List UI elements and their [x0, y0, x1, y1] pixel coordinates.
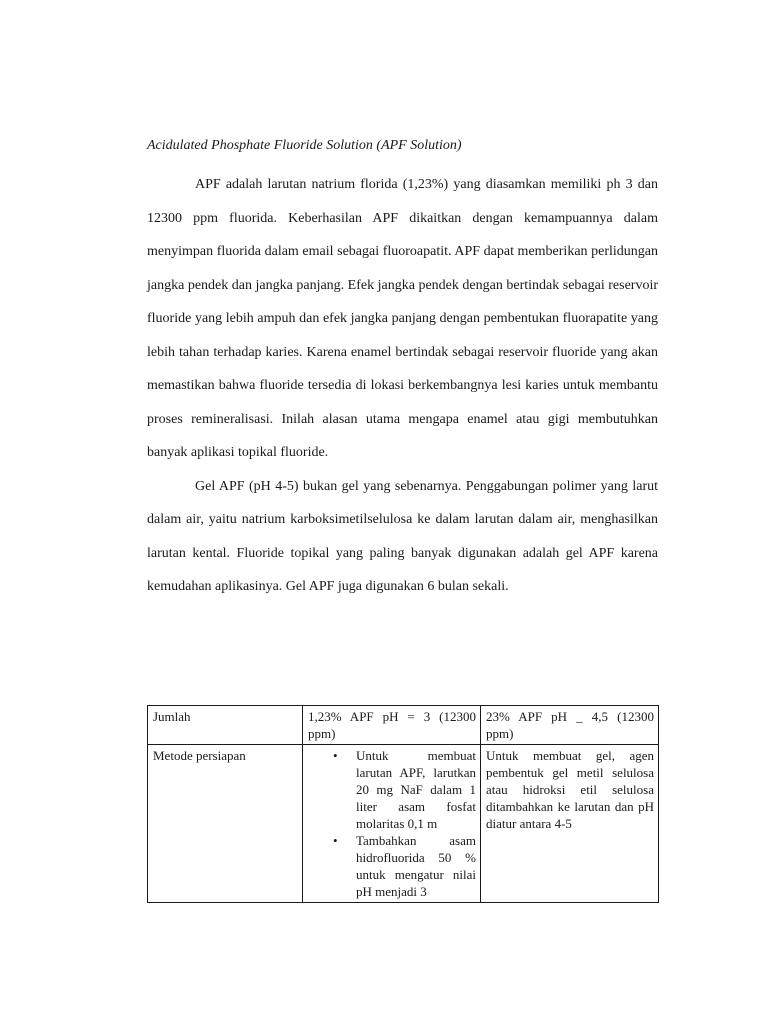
table-cell-metode-label: Metode persiapan — [148, 745, 303, 903]
comparison-table-wrapper — [147, 705, 658, 903]
paragraph-apf-description: APF adalah larutan natrium florida (1,23%) yang diasamkan memiliki ph 3 dan 12300 ppm fluorida. Keberhasilan APF dikaitkan dengan kemampuannya dalam menyimpan fluorida dalam email sebagai fluoroapatit. APF dapat memberikan perlidungan jangka pendek dan jangka panjang. Efek jangka pendek dengan bertindak sebagai reservoir fluoride yang lebih ampuh dan efek jangka panjang dengan pembentukan fluorapatite yang lebih tahan terhadap karies. Karena enamel bertindak sebagai reservoir fluoride yang akan memastikan bahwa fluoride tersedia di lokasi berkembangnya lesi karies untuk membantu proses remineralisasi. Inilah alasan utama mengapa enamel atau gigi membutuhkan banyak aplikasi topikal fluoride. — [147, 177, 658, 460]
table-cell-apf-ph3: 1,23% APF pH = 3 (12300 ppm) — [303, 706, 481, 745]
table-row — [148, 706, 659, 745]
table-cell-metode-solution — [303, 745, 481, 903]
table-cell-apf-ph45: 23% APF pH _ 4,5 (12300 ppm) — [481, 706, 659, 745]
table-cell-jumlah-label: Jumlah — [148, 706, 303, 745]
section-heading: Acidulated Phosphate Fluoride Solution (APF Solution) — [147, 138, 462, 153]
paragraph-apf-gel: Gel APF (pH 4-5) bukan gel yang sebenarnya. Penggabungan polimer yang larut dalam air, yaitu natrium karboksimetilselulosa ke dalam larutan dalam air, menghasilkan larutan kental. Fluoride topikal yang paling banyak digunakan adalah gel APF karena kemudahan aplikasinya. Gel APF juga digunakan 6 bulan sekali. — [147, 478, 658, 594]
list-item: • Tambahkan asam hidrofluorida 50 % untuk mengatur nilai pH menjadi 3 — [356, 832, 476, 900]
table-cell-metode-gel: Untuk membuat gel, agen pembentuk gel metil selulosa atau hidroksi etil selulosa ditambahkan ke larutan dan pH diatur antara 4-5 — [481, 745, 659, 903]
document-body — [147, 134, 658, 604]
comparison-table — [147, 705, 659, 903]
table-row — [148, 745, 659, 903]
bullet-list — [308, 747, 476, 900]
list-item: • Untuk membuat larutan APF, larutkan 20 mg NaF dalam 1 liter asam fosfat molaritas 0,1 m — [356, 747, 476, 832]
